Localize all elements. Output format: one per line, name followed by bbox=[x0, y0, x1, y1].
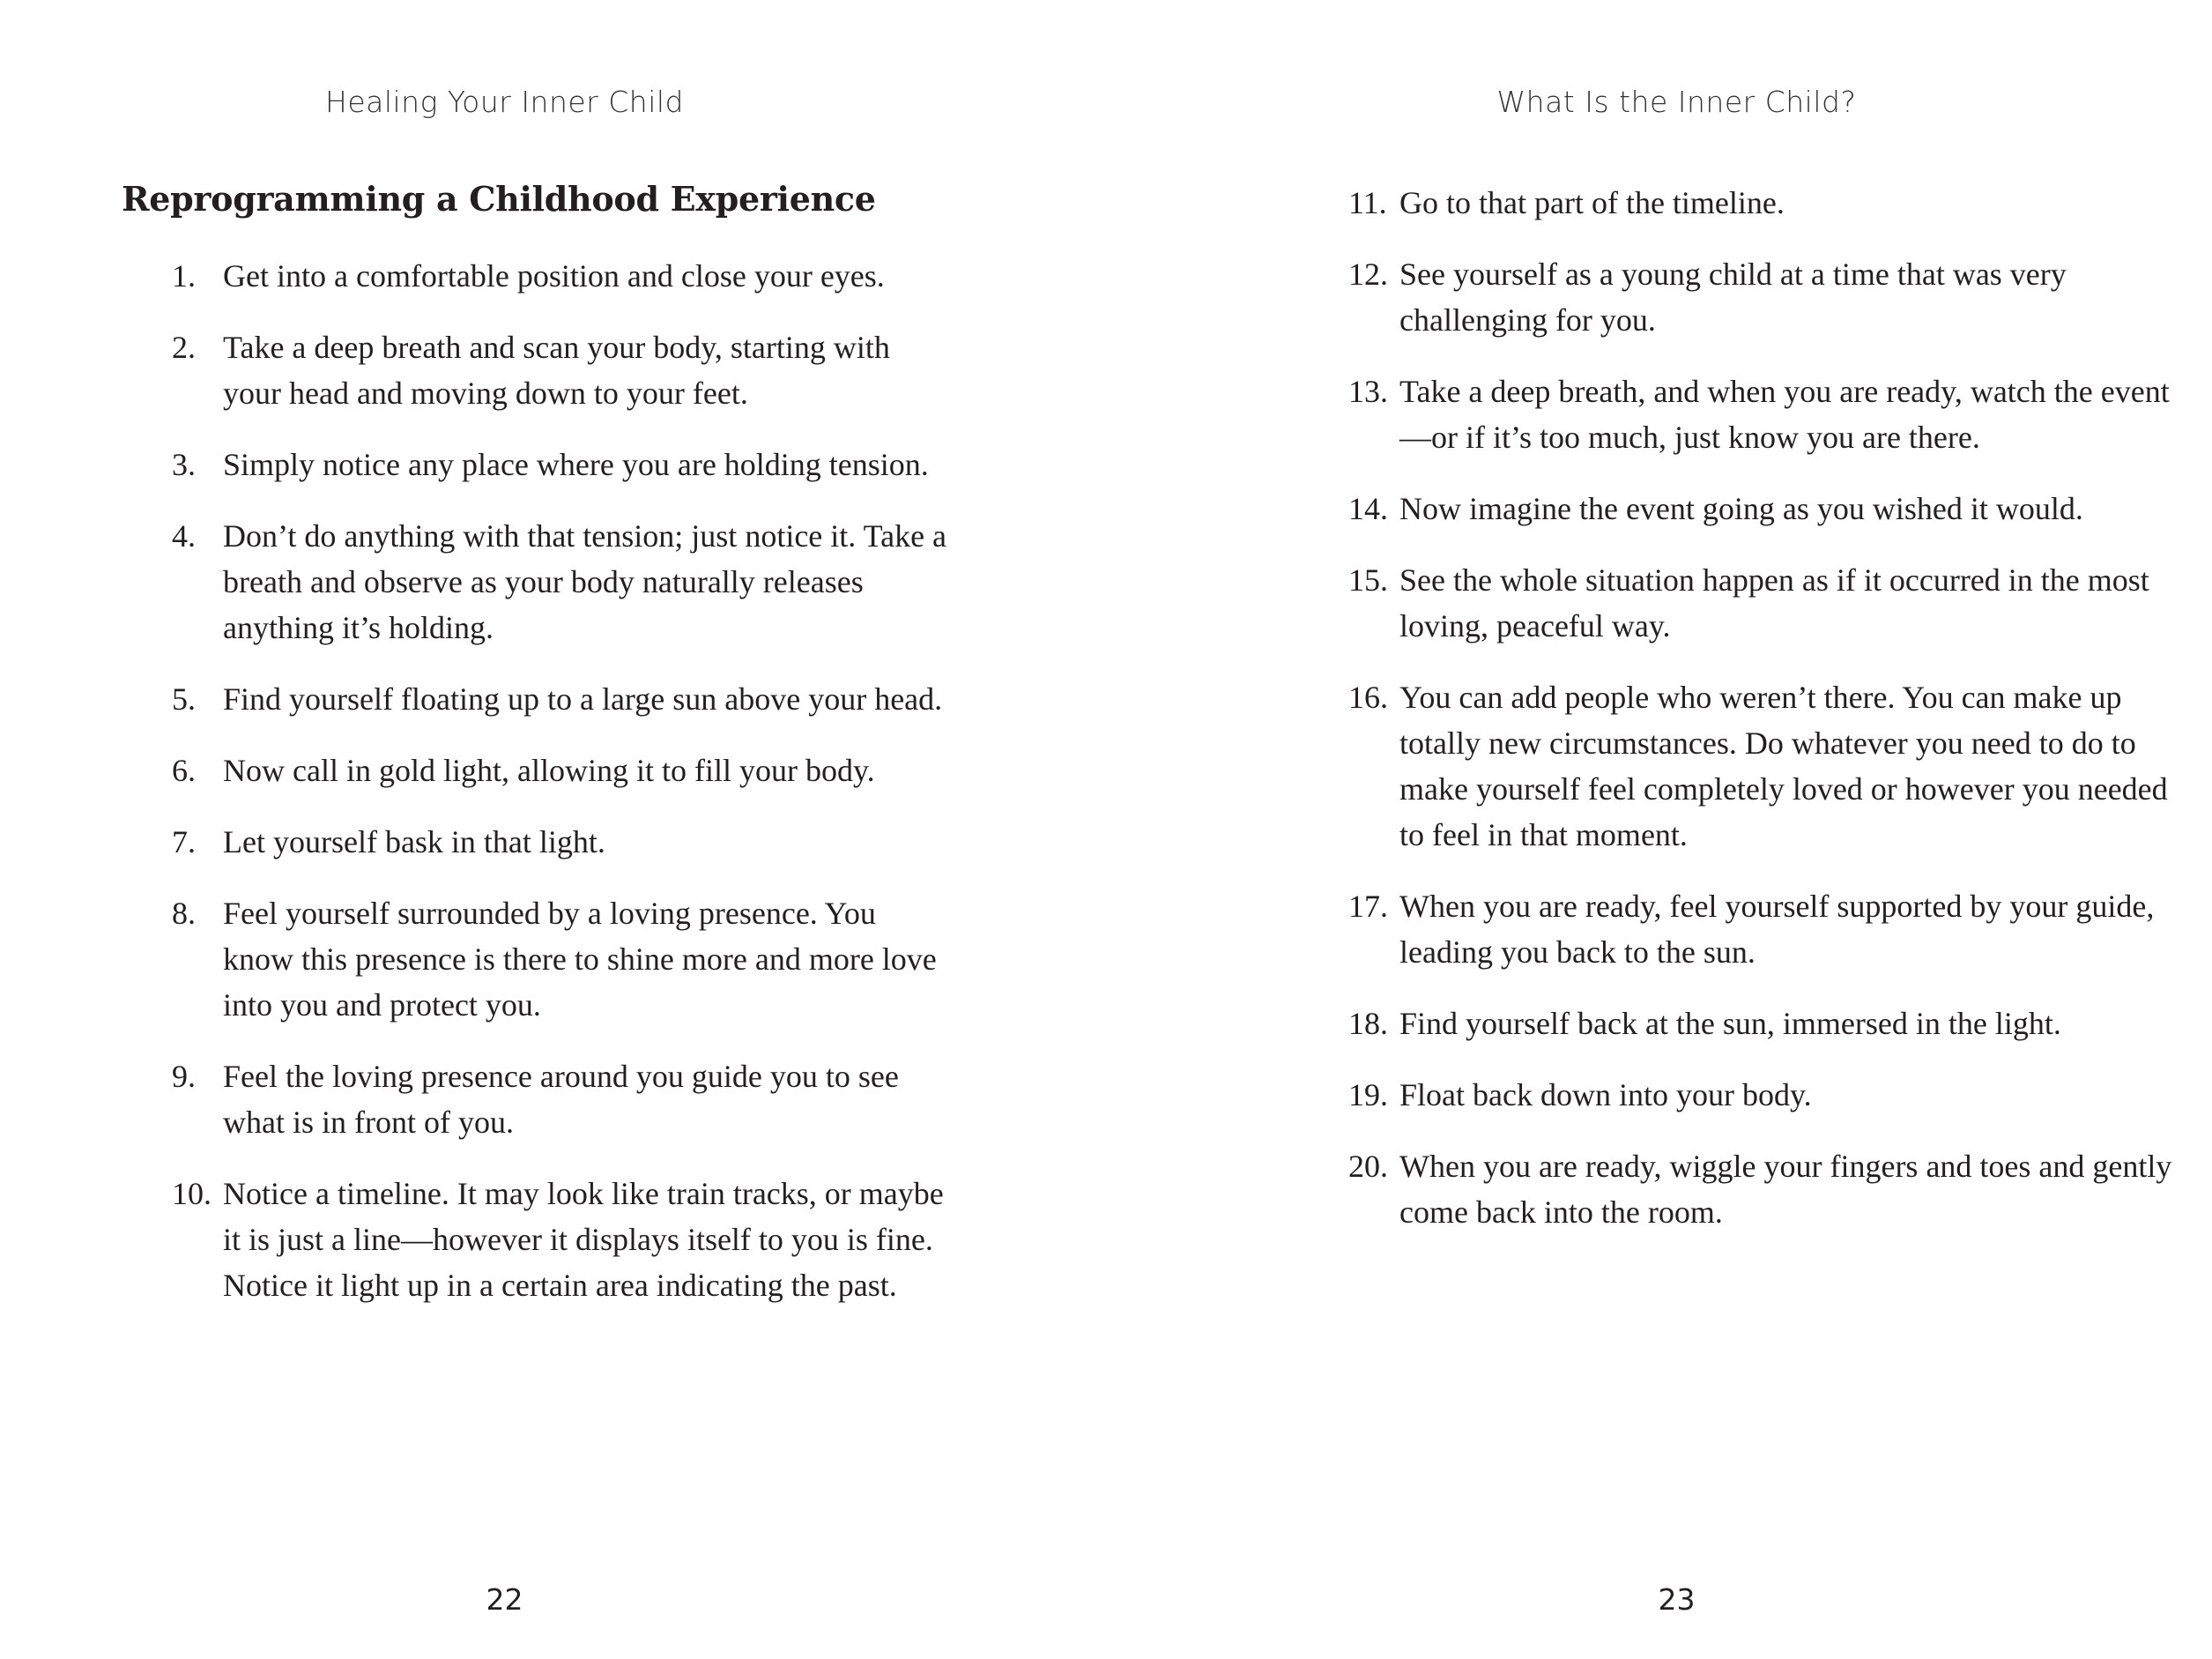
step-number: 4. bbox=[172, 518, 196, 554]
step-number: 3. bbox=[172, 447, 196, 482]
step-text: When you are ready, feel yourself supported by your guide, leading you back to the sun. bbox=[1399, 889, 2155, 970]
list-item bbox=[1348, 883, 2177, 975]
steps-list-left bbox=[172, 253, 947, 1334]
list-item bbox=[172, 513, 947, 651]
step-number: 5. bbox=[172, 681, 196, 717]
step-text: When you are ready, wiggle your fingers and toes and gently come back into the room. bbox=[1399, 1149, 2172, 1230]
step-text: Feel the loving presence around you guide you to see what is in front of you. bbox=[223, 1059, 899, 1140]
step-text: Simply notice any place where you are holding tension. bbox=[223, 447, 929, 482]
step-text: Take a deep breath and scan your body, starting with your head and moving down to your feet. bbox=[223, 330, 890, 411]
step-text: Take a deep breath, and when you are ready, watch the event—or if it’s too much, just know you are there. bbox=[1399, 374, 2170, 455]
step-text: See the whole situation happen as if it occurred in the most loving, peaceful way. bbox=[1399, 562, 2149, 644]
step-number: 18. bbox=[1348, 1006, 1388, 1041]
step-text: Get into a comfortable position and close your eyes. bbox=[223, 258, 885, 294]
step-number: 19. bbox=[1348, 1077, 1388, 1112]
step-number: 16. bbox=[1348, 680, 1388, 715]
step-number: 11. bbox=[1348, 185, 1387, 220]
steps-list-right bbox=[1348, 180, 2177, 1261]
step-text: Float back down into your body. bbox=[1399, 1077, 1812, 1112]
list-item bbox=[172, 1171, 947, 1308]
step-text: You can add people who weren’t there. You can make up totally new circumstances. Do whatever you need to do to make yourself feel completely loved or however you needed to feel in that moment. bbox=[1399, 680, 2168, 852]
list-item bbox=[1348, 486, 2177, 532]
step-text: Don’t do anything with that tension; just notice it. Take a breath and observe as your body naturally releases anything it’s holding. bbox=[223, 518, 947, 645]
step-number: 8. bbox=[172, 896, 196, 931]
step-number: 2. bbox=[172, 330, 196, 365]
step-number: 14. bbox=[1348, 491, 1388, 526]
step-text: Find yourself floating up to a large sun above your head. bbox=[223, 681, 943, 717]
step-number: 9. bbox=[172, 1059, 196, 1094]
step-number: 15. bbox=[1348, 562, 1388, 598]
step-number: 13. bbox=[1348, 374, 1388, 409]
step-text: Go to that part of the timeline. bbox=[1399, 185, 1785, 220]
step-number: 20. bbox=[1348, 1149, 1388, 1184]
step-number: 6. bbox=[172, 753, 196, 788]
step-number: 17. bbox=[1348, 889, 1388, 924]
list-item bbox=[172, 324, 947, 416]
running-head-right: What Is the Inner Child? bbox=[1496, 85, 1857, 119]
page-number-left: 22 bbox=[486, 1582, 523, 1617]
list-item bbox=[1348, 1072, 2177, 1118]
step-number: 7. bbox=[172, 824, 196, 859]
right-page bbox=[1106, 0, 2212, 1659]
step-text: Notice a timeline. It may look like train tracks, or maybe it is just a line—however it displays itself to you is fine. Notice it light up in a certain area indicating the past. bbox=[223, 1176, 944, 1303]
step-text: Now call in gold light, allowing it to fill your body. bbox=[223, 753, 875, 788]
step-text: Find yourself back at the sun, immersed in the light. bbox=[1399, 1006, 2061, 1041]
list-item bbox=[172, 748, 947, 793]
list-item bbox=[1348, 557, 2177, 649]
list-item bbox=[1348, 1143, 2177, 1235]
list-item bbox=[1348, 1001, 2177, 1046]
step-number: 12. bbox=[1348, 257, 1388, 292]
list-item bbox=[1348, 251, 2177, 343]
page-number-right: 23 bbox=[1658, 1582, 1696, 1617]
step-text: Let yourself bask in that light. bbox=[223, 824, 605, 859]
step-text: See yourself as a young child at a time that was very challenging for you. bbox=[1399, 257, 2067, 338]
list-item bbox=[1348, 674, 2177, 858]
list-item bbox=[172, 253, 947, 299]
step-text: Feel yourself surrounded by a loving presence. You know this presence is there to shine more and more love into you and protect you. bbox=[223, 896, 937, 1023]
list-item bbox=[172, 1053, 947, 1145]
list-item bbox=[1348, 180, 2177, 226]
running-head-left: Healing Your Inner Child bbox=[325, 85, 684, 119]
list-item bbox=[172, 890, 947, 1028]
section-heading: Reprogramming a Childhood Experience bbox=[122, 179, 876, 219]
step-text: Now imagine the event going as you wished it would. bbox=[1399, 491, 2083, 526]
list-item bbox=[172, 819, 947, 865]
list-item bbox=[172, 676, 947, 722]
list-item bbox=[1348, 368, 2177, 460]
step-number: 10. bbox=[172, 1176, 212, 1211]
step-number: 1. bbox=[172, 258, 196, 294]
list-item bbox=[172, 442, 947, 487]
